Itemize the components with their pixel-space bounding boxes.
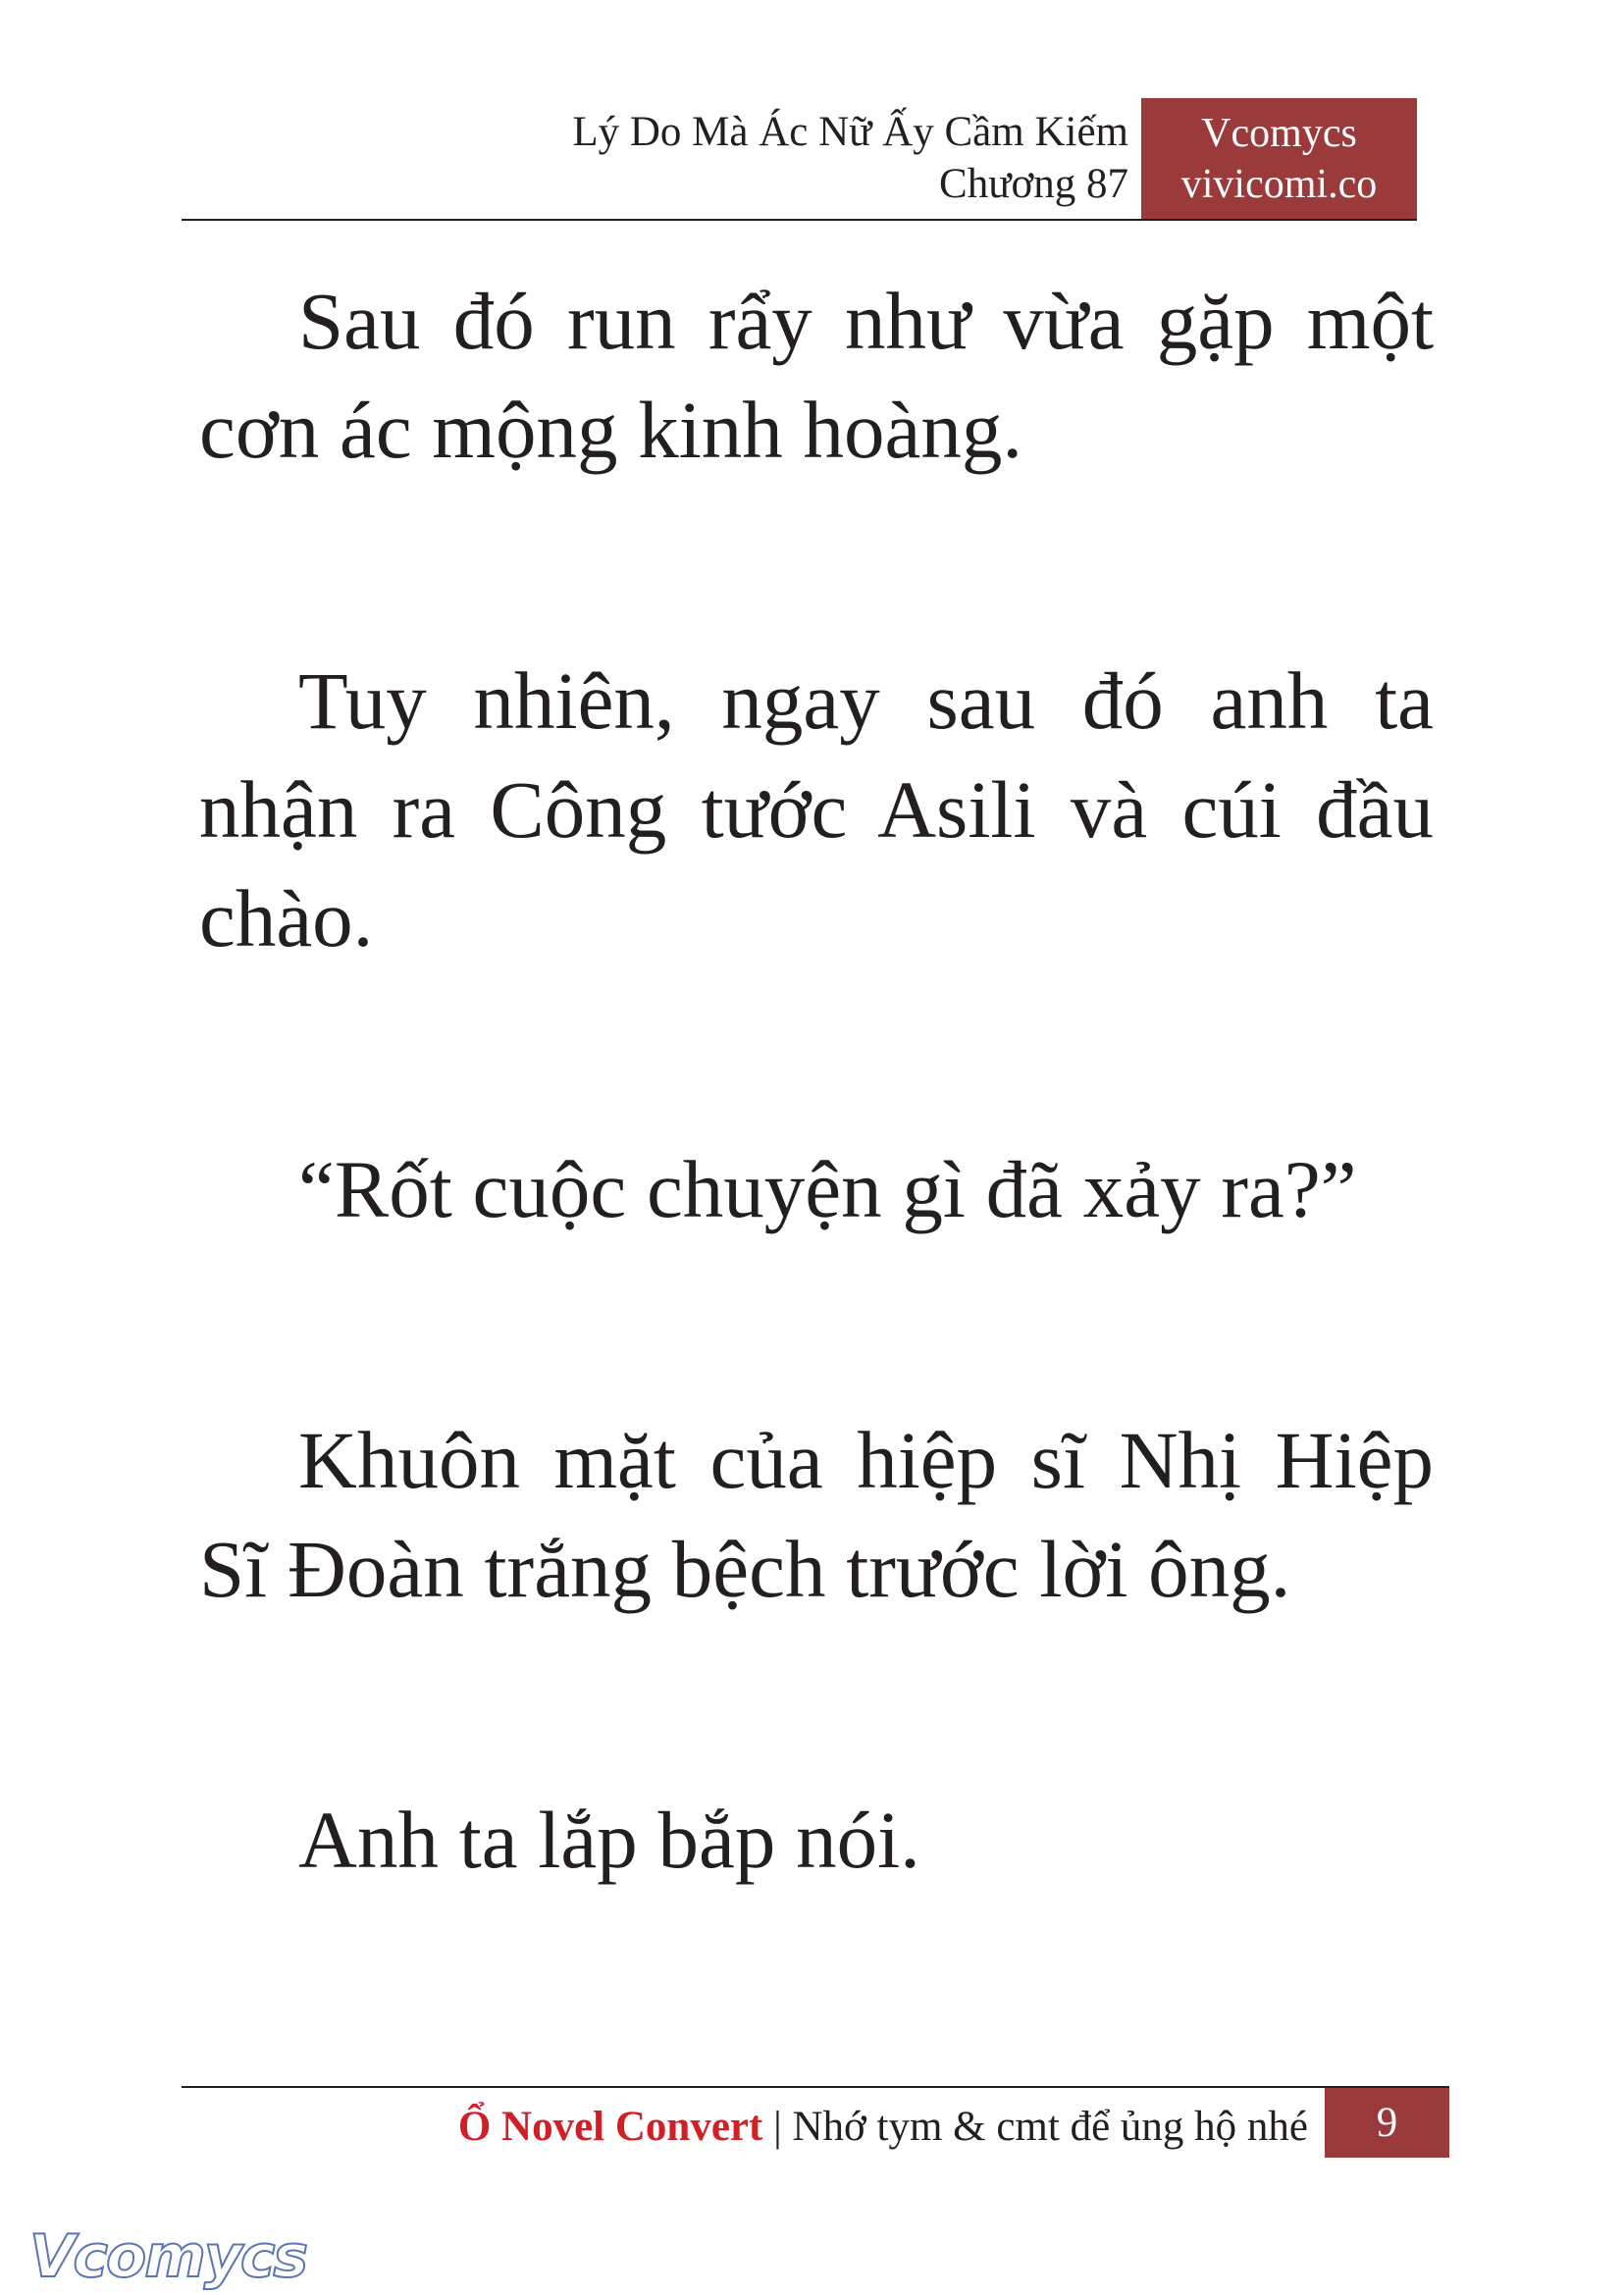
paragraph-5: Anh ta lắp bắp nói.: [298, 1795, 920, 1885]
brand-box: [1141, 98, 1417, 219]
paragraph-3: “Rốt cuộc chuyện gì đã xảy ra?”: [298, 1144, 1357, 1234]
brand-name: Vcomycs: [1201, 111, 1357, 156]
brand-site: vivicomi.co: [1180, 162, 1378, 207]
paragraph-1: Sau đó run rẩy như vừa gặp một cơn ác mộng kinh hoàng.: [199, 276, 1434, 475]
paragraph-4: Khuôn mặt của hiệp sĩ Nhị Hiệp Sĩ Đoàn trắng bệch trước lời ông.: [199, 1415, 1434, 1614]
page-number: 9: [1325, 2088, 1449, 2158]
page-body: [199, 267, 1434, 1895]
footer-message: Nhớ tym & cmt để ủng hộ nhé: [792, 2104, 1308, 2150]
book-title: Lý Do Mà Ác Nữ Ấy Cầm Kiếm: [572, 109, 1128, 155]
page-header: [572, 106, 1128, 210]
footer-separator: |: [773, 2104, 782, 2150]
watermark-logo: Vcomycs: [29, 2222, 307, 2291]
chapter-label: Chương 87: [939, 161, 1128, 207]
footer-divider: [182, 2086, 1449, 2088]
page-footer: [458, 2100, 1308, 2154]
paragraph-2: Tuy nhiên, ngay sau đó anh ta nhận ra Công tước Asili và cúi đầu chào.: [199, 655, 1434, 964]
footer-brand: Ổ Novel Convert: [457, 2104, 763, 2150]
header-divider: [182, 219, 1417, 221]
